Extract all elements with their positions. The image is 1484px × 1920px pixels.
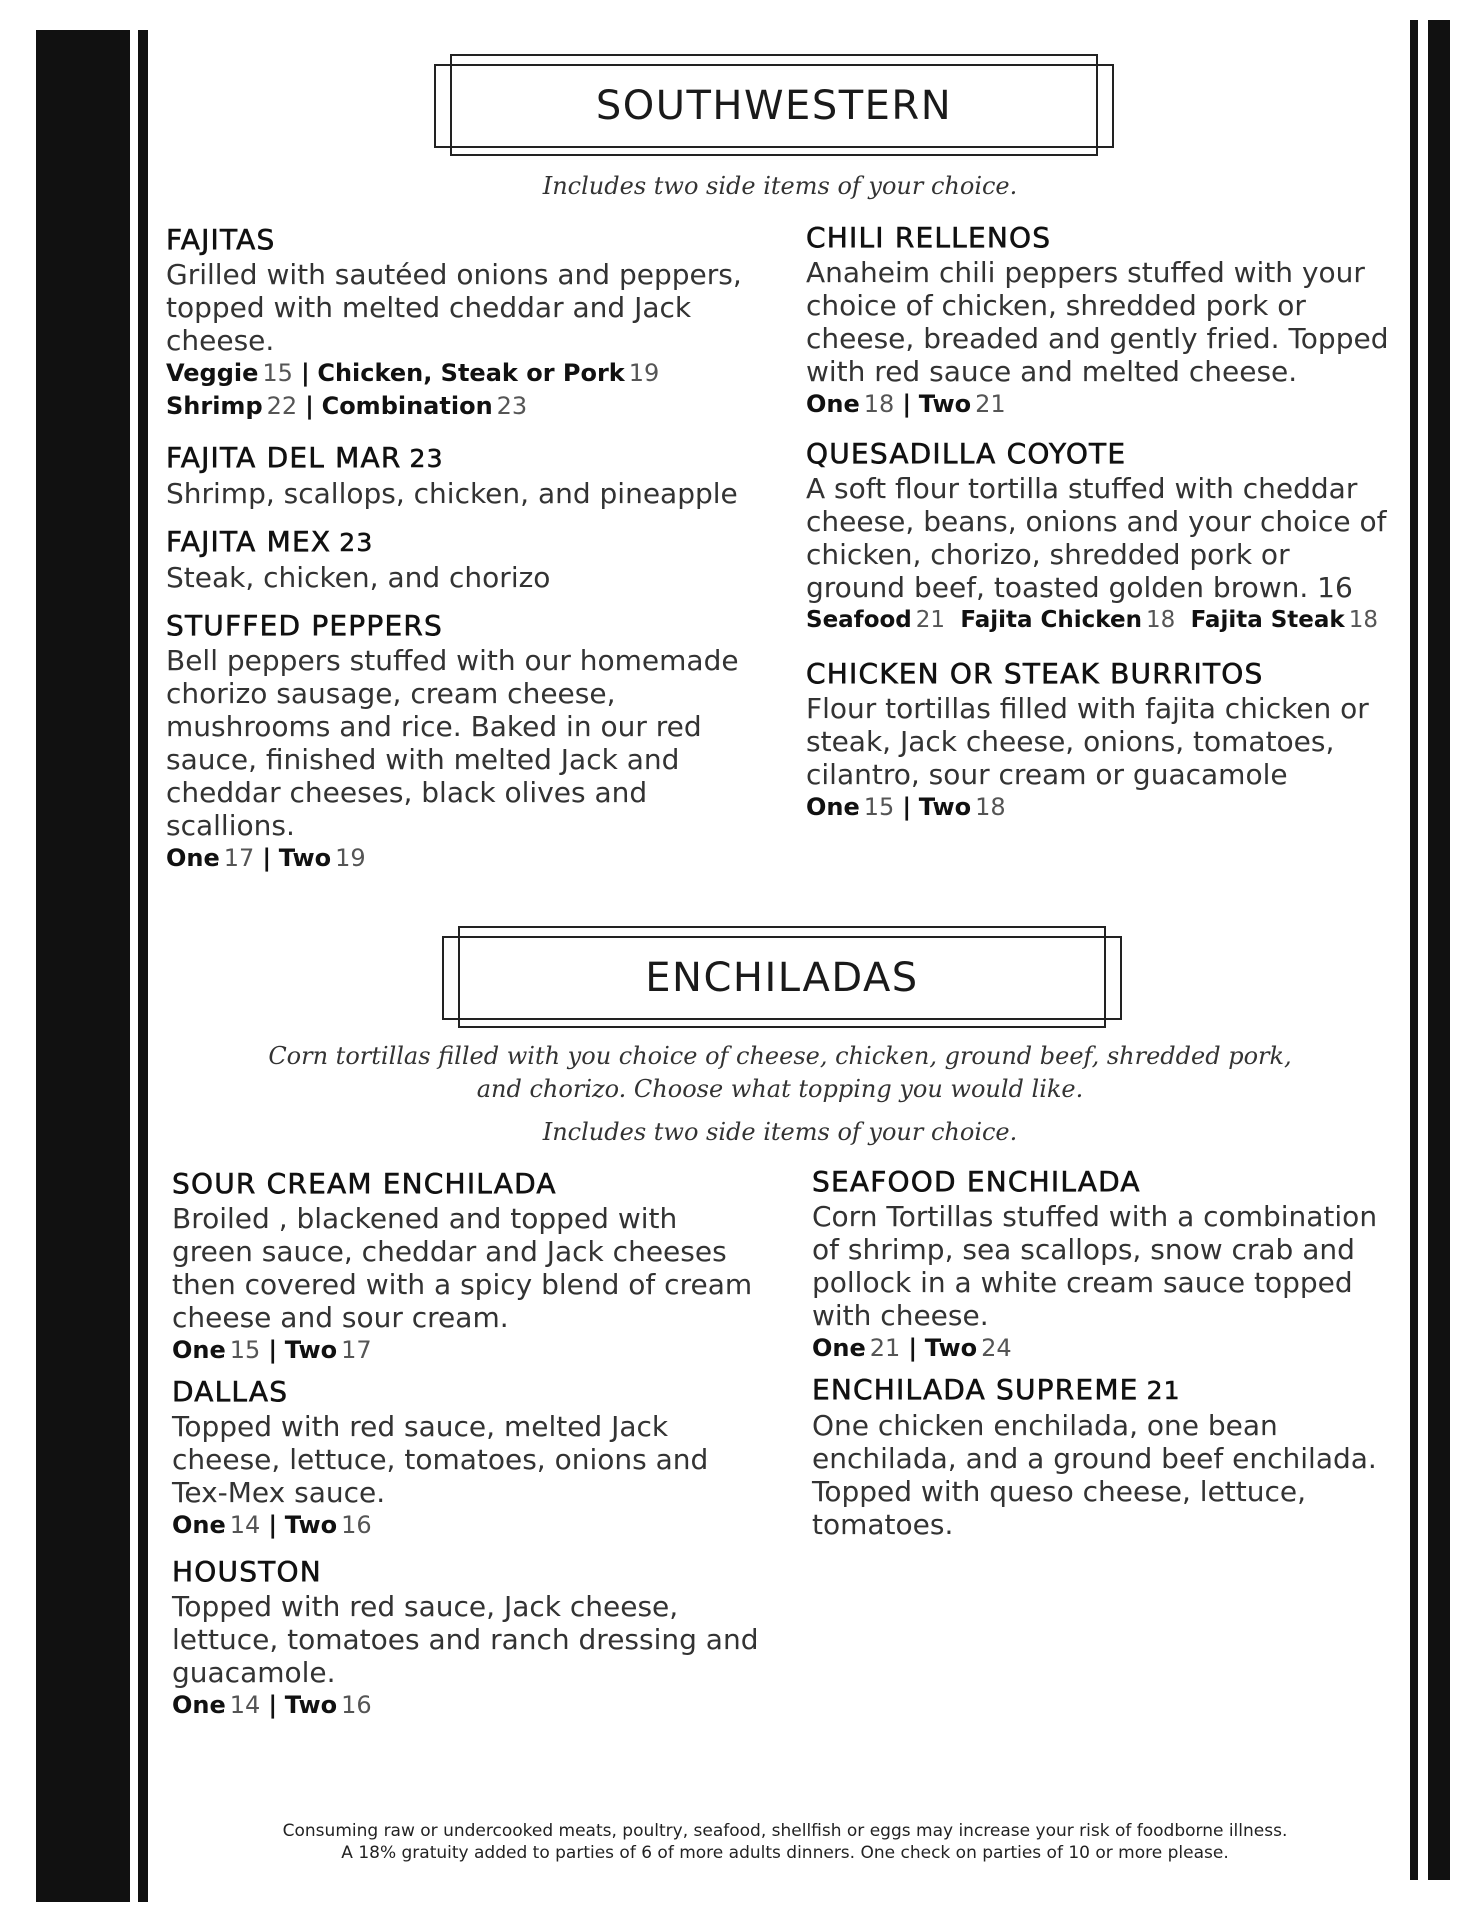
price-line: One 17 | Two 19 bbox=[166, 844, 366, 872]
left-border-line bbox=[138, 30, 148, 1902]
item-description: Flour tortillas filled with fajita chicken or steak, Jack cheese, onions, tomatoes, cilantro, sour cream or guacamole bbox=[806, 692, 1369, 791]
menu-item-fajita-mex bbox=[166, 524, 746, 594]
footer-disclaimer bbox=[220, 1820, 1350, 1864]
item-description: Topped with red sauce, melted Jack cheese, lettuce, tomatoes, onions and Tex-Mex sauce. bbox=[172, 1410, 709, 1509]
menu-item-houston bbox=[172, 1554, 762, 1722]
item-description: Steak, chicken, and chorizo bbox=[166, 561, 551, 594]
item-description: Anaheim chili peppers stuffed with your choice of chicken, shredded pork or cheese, breaded and gently fried. Topped with red sauce and melted cheese. bbox=[806, 256, 1389, 388]
price-line: One 14 | Two 16 bbox=[172, 1511, 372, 1539]
item-description: Corn Tortillas stuffed with a combination of shrimp, sea scallops, snow crab and pollock in a white cream sauce topped with cheese. bbox=[812, 1200, 1378, 1332]
menu-item-quesadilla-coyote bbox=[806, 436, 1392, 637]
southwestern-title-frame bbox=[434, 54, 1114, 158]
section-note: Includes two side items of your choice. bbox=[542, 172, 1018, 200]
item-name: DALLAS bbox=[172, 1375, 289, 1408]
item-name: QUESADILLA COYOTE bbox=[806, 437, 1127, 470]
item-name: FAJITA MEX bbox=[166, 525, 332, 558]
item-name: STUFFED PEPPERS bbox=[166, 609, 443, 642]
item-price: 23 bbox=[339, 528, 374, 557]
section-note: Corn tortillas filled with you choice of cheese, chicken, ground beef, shredded pork, and chorizo. Choose what topping you would like. bbox=[268, 1042, 1292, 1103]
item-name: CHICKEN OR STEAK BURRITOS bbox=[806, 657, 1264, 690]
left-border-gap bbox=[130, 30, 138, 1902]
menu-item-enchilada-supreme bbox=[812, 1372, 1392, 1541]
item-description: Shrimp, scallops, chicken, and pineapple bbox=[166, 477, 738, 510]
right-border-line bbox=[1410, 20, 1418, 1880]
left-border-bar bbox=[36, 30, 130, 1902]
price-line: Seafood 21 Fajita Chicken 18 Fajita Steak 18 bbox=[806, 607, 1378, 633]
price-line: Veggie 15 | Chicken, Steak or Pork 19 bbox=[166, 359, 660, 387]
item-price: 21 bbox=[1146, 1376, 1181, 1405]
menu-item-seafood-enchilada bbox=[812, 1164, 1392, 1365]
enchiladas-title-frame bbox=[442, 926, 1122, 1030]
section-note: Includes two side items of your choice. bbox=[542, 1118, 1018, 1146]
price-line: One 15 | Two 18 bbox=[806, 793, 1006, 821]
item-name: HOUSTON bbox=[172, 1555, 322, 1588]
item-description: Grilled with sautéed onions and peppers, topped with melted cheddar and Jack cheese. bbox=[166, 258, 742, 357]
section-title: SOUTHWESTERN bbox=[595, 83, 953, 129]
section-title: ENCHILADAS bbox=[645, 955, 919, 1001]
item-price: 23 bbox=[409, 444, 444, 473]
item-name: FAJITAS bbox=[166, 223, 276, 256]
item-name: SOUR CREAM ENCHILADA bbox=[172, 1167, 557, 1200]
item-name: FAJITA DEL MAR bbox=[166, 441, 402, 474]
item-description: Broiled , blackened and topped with green sauce, cheddar and Jack cheeses then covered with a spicy blend of cream cheese and sour cream. bbox=[172, 1202, 753, 1334]
item-description: A soft flour tortilla stuffed with cheddar cheese, beans, onions and your choice of chicken, chorizo, shredded pork or ground beef, toasted golden brown. 16 bbox=[806, 472, 1387, 604]
health-warning: Consuming raw or undercooked meats, poultry, seafood, shellfish or eggs may increase your risk of foodborne illness. bbox=[282, 1821, 1288, 1841]
price-line: One 14 | Two 16 bbox=[172, 1691, 372, 1719]
menu-item-burritos bbox=[806, 656, 1392, 824]
item-description: Bell peppers stuffed with our homemade chorizo sausage, cream cheese, mushrooms and rice. Baked in our red sauce, finished with melted Jack and cheddar cheeses, black olives and scallions. bbox=[166, 644, 739, 842]
menu-item-fajitas bbox=[166, 222, 746, 423]
menu-item-stuffed-peppers bbox=[166, 608, 746, 875]
item-description: Topped with red sauce, Jack cheese, lettuce, tomatoes and ranch dressing and guacamole. bbox=[172, 1590, 759, 1689]
item-name: CHILI RELLENOS bbox=[806, 221, 1052, 254]
item-description: One chicken enchilada, one bean enchilada, and a ground beef enchilada. Topped with queso cheese, lettuce, tomatoes. bbox=[812, 1409, 1377, 1541]
item-name: SEAFOOD ENCHILADA bbox=[812, 1165, 1141, 1198]
item-name: ENCHILADA SUPREME bbox=[812, 1373, 1139, 1406]
menu-item-dallas bbox=[172, 1374, 762, 1542]
price-line: One 15 | Two 17 bbox=[172, 1336, 372, 1364]
price-line: Shrimp 22 | Combination 23 bbox=[166, 392, 528, 420]
price-line: One 18 | Two 21 bbox=[806, 390, 1006, 418]
price-line: One 21 | Two 24 bbox=[812, 1334, 1012, 1362]
gratuity-note: A 18% gratuity added to parties of 6 of more adults dinners. One check on parties of 10 or more please. bbox=[341, 1843, 1229, 1863]
menu-item-fajita-del-mar bbox=[166, 440, 746, 510]
right-border-bar bbox=[1428, 20, 1450, 1880]
menu-item-sour-cream-enchilada bbox=[172, 1166, 762, 1367]
menu-item-chili-rellenos bbox=[806, 220, 1392, 421]
